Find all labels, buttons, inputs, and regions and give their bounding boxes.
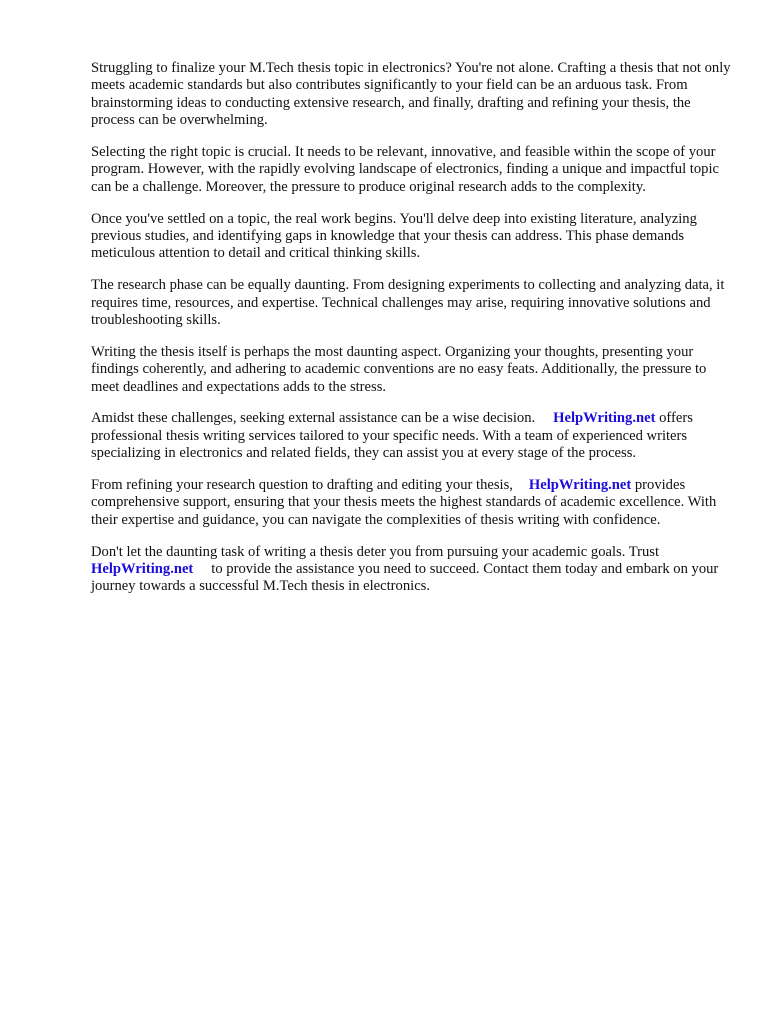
- paragraph-assistance-text-before: Amidst these challenges, seeking external assistance can be a wise decision.: [91, 410, 536, 427]
- paragraph-closing-text-after: to provide the assistance you need to succeed. Contact them today and embark on your journey towards a successful M.Tech thesis in electronics.: [91, 561, 719, 595]
- paragraph-closing-text-before: Don't let the daunting task of writing a thesis deter you from pursuing your academic goals. Trust: [91, 543, 660, 560]
- document-body: [91, 60, 731, 610]
- paragraph-writing: Writing the thesis itself is perhaps the most daunting aspect. Organizing your thoughts, presenting your findings coherently, and adhering to academic conventions are no easy feats. Additionally, the pressure to meet deadlines and expectations adds to the stress.: [91, 343, 707, 395]
- paragraph-assistance-text-after: offers professional thesis writing services tailored to your specific needs. With a team of experienced writers specializing in electronics and related fields, they can assist you at every stage of the process.: [91, 410, 693, 462]
- helpwriting-link-3[interactable]: HelpWriting.net: [91, 561, 194, 578]
- helpwriting-link-2[interactable]: HelpWriting.net: [528, 477, 632, 494]
- paragraph-support-text-before: From refining your research question to drafting and editing your thesis,: [91, 477, 513, 494]
- paragraph-topic: Selecting the right topic is crucial. It needs to be relevant, innovative, and feasible within the scope of your program. However, with the rapidly evolving landscape of electronics, finding a unique and impactful topic can be a challenge. Moreover, the pressure to produce original research adds to the complexity.: [91, 144, 719, 195]
- paragraph-support-text-after: provides comprehensive support, ensuring that your thesis meets the highest standards of academic excellence. With their expertise and guidance, you can navigate the complexities of thesis writing with confidence.: [91, 477, 717, 528]
- paragraph-intro: Struggling to finalize your M.Tech thesis topic in electronics? You're not alone. Crafting a thesis that not only meets academic standards but also contributes significantly to your field can be an arduous task. From brainstorming ideas to conducting extensive research, and finally, drafting and refining your thesis, the process can be overwhelming.: [91, 60, 731, 129]
- paragraph-research: The research phase can be equally daunting. From designing experiments to collecting and analyzing data, it requires time, resources, and expertise. Technical challenges may arise, requiring innovative solutions and troubleshooting skills.: [91, 277, 725, 329]
- helpwriting-link-1[interactable]: HelpWriting.net: [553, 410, 656, 427]
- paragraph-support: [91, 477, 731, 529]
- paragraph-literature: Once you've settled on a topic, the real work begins. You'll delve deep into existing literature, analyzing previous studies, and identifying gaps in knowledge that your thesis can address. This phase demands meticulous attention to detail and critical thinking skills.: [91, 210, 697, 262]
- paragraph-assistance: [91, 410, 731, 462]
- paragraph-closing: [91, 544, 731, 596]
